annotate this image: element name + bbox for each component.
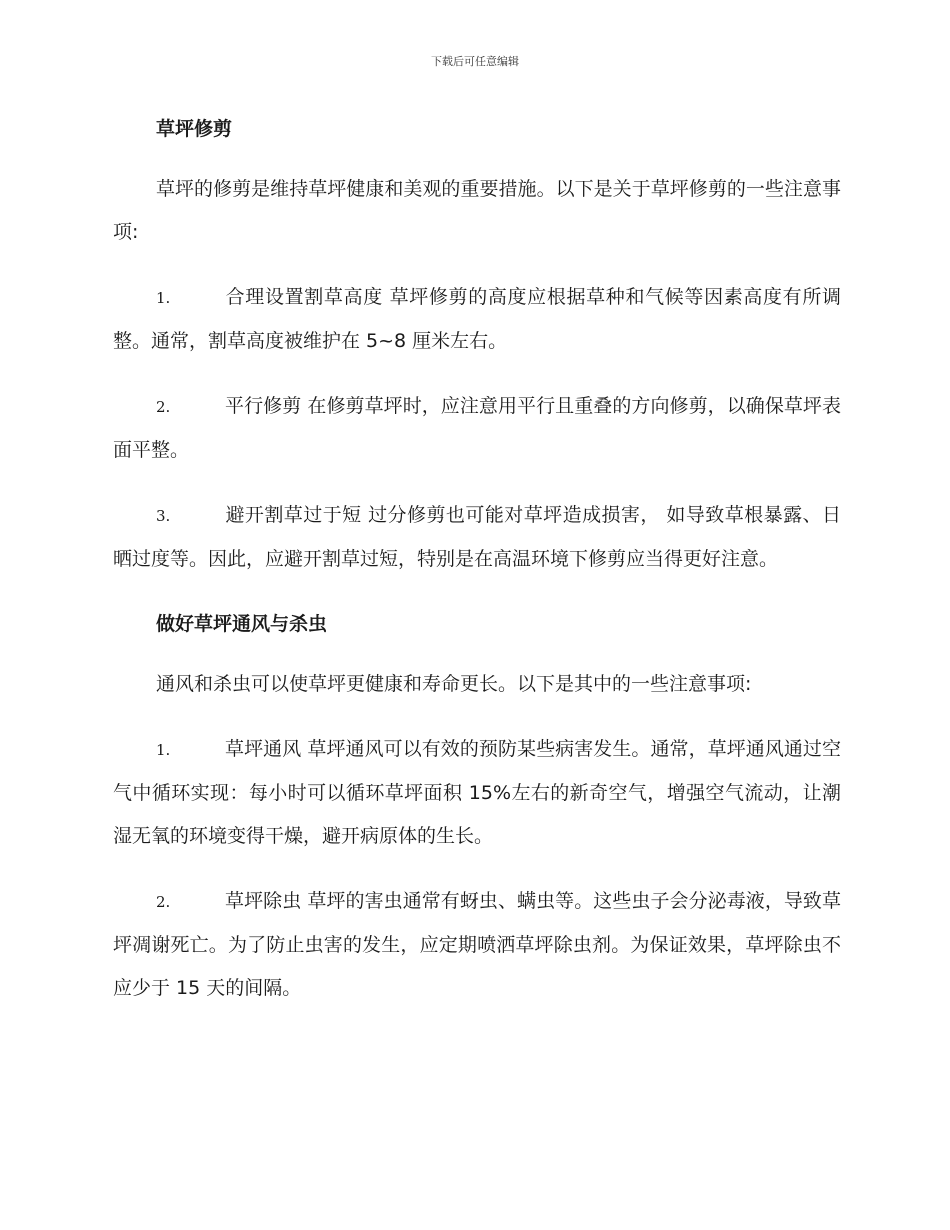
list-item-number: 2. xyxy=(156,398,171,416)
list-item-number: 2. xyxy=(156,893,171,911)
section-intro: 草坪的修剪是维持草坪健康和美观的重要措施。以下是关于草坪修剪的一些注意事项: xyxy=(113,178,841,243)
list-item-number: 1. xyxy=(156,289,171,307)
section-lawn-mowing xyxy=(113,112,841,581)
list-item xyxy=(113,728,841,858)
list-item-text: 避开割草过于短 过分修剪也可能对草坪造成损害， 如导致草根暴露、日晒过度等。因此，应避开割草过短，特别是在高温环境下修剪应当得更好注意。 xyxy=(113,504,841,570)
header-note: 下载后可任意编辑 xyxy=(431,55,519,68)
document-body xyxy=(113,112,841,1010)
section-heading: 草坪修剪 xyxy=(156,118,233,140)
section-heading: 做好草坪通风与杀虫 xyxy=(156,613,328,635)
list-item xyxy=(113,494,841,581)
list-item-number: 3. xyxy=(156,507,171,525)
list-item xyxy=(113,880,841,1010)
list-item-text: 草坪通风 草坪通风可以有效的预防某些病害发生。通常，草坪通风通过空气中循环实现：每小时可以循环草坪面积 15%左右的新奇空气，增强空气流动，让潮湿无氧的环境变得干燥，避开病原体的生长。 xyxy=(113,738,841,847)
list-item-text: 草坪除虫 草坪的害虫通常有蚜虫、螨虫等。这些虫子会分泌毒液，导致草坪凋谢死亡。为了防止虫害的发生，应定期喷洒草坪除虫剂。为保证效果，草坪除虫不应少于 15 天的间隔。 xyxy=(113,890,841,999)
list-item-number: 1. xyxy=(156,741,171,759)
section-intro: 通风和杀虫可以使草坪更健康和寿命更长。以下是其中的一些注意事项: xyxy=(156,673,752,695)
section-ventilation-pest-control xyxy=(113,607,841,1010)
list-item xyxy=(113,385,841,472)
list-item-text: 平行修剪 在修剪草坪时，应注意用平行且重叠的方向修剪，以确保草坪表面平整。 xyxy=(113,395,841,461)
list-item-text: 合理设置割草高度 草坪修剪的高度应根据草种和气候等因素高度有所调整。通常，割草高度被维护在 5~8 厘米左右。 xyxy=(113,286,841,352)
list-item xyxy=(113,276,841,363)
